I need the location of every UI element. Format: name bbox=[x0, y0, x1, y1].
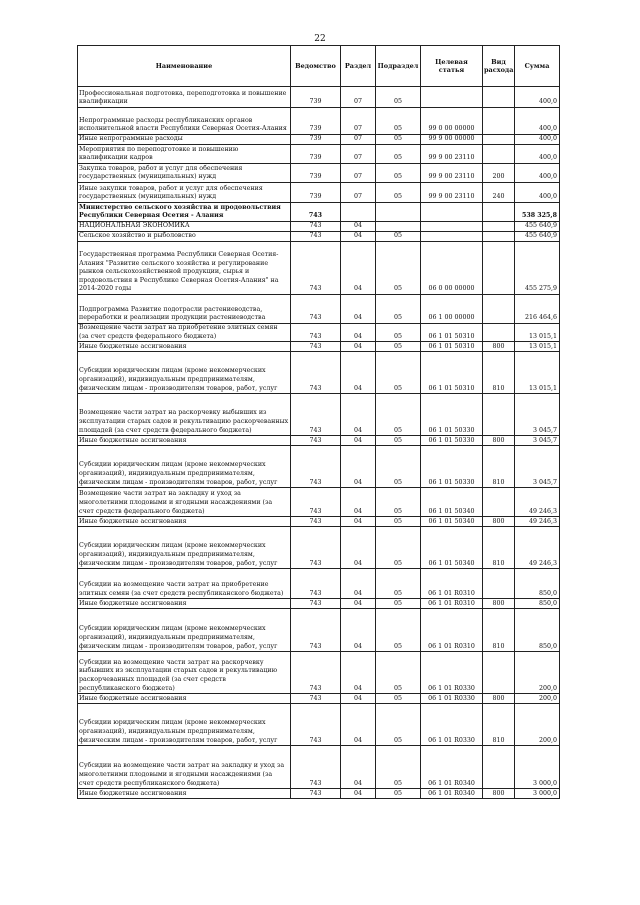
row-section: 07 bbox=[341, 145, 376, 164]
row-subsection: 05 bbox=[376, 164, 421, 183]
row-ministry: 743 bbox=[291, 203, 341, 222]
row-name: Субсидии на возмещение части затрат на закладку и уход за многолетними плодовыми и ягодными насаждениями (за счет средств республиканского бюджета) bbox=[78, 746, 291, 789]
header-amount: Сумма bbox=[515, 46, 560, 87]
row-subsection bbox=[376, 203, 421, 222]
row-ministry: 739 bbox=[291, 183, 341, 203]
row-amount: 400,0 bbox=[515, 135, 560, 145]
row-name: Субсидии на возмещение части затрат на приобретение элитных семян (за счет средств республиканского бюджета) bbox=[78, 569, 291, 599]
row-target-article: 99 9 00 00000 bbox=[421, 135, 483, 145]
row-ministry: 743 bbox=[291, 569, 341, 599]
row-expense-type bbox=[483, 394, 515, 436]
row-name: Профессиональная подготовка, переподготовка и повышение квалификации bbox=[78, 87, 291, 108]
row-target-article bbox=[421, 232, 483, 242]
row-ministry: 739 bbox=[291, 145, 341, 164]
row-expense-type: 240 bbox=[483, 183, 515, 203]
row-amount: 455 275,9 bbox=[515, 242, 560, 295]
row-subsection: 05 bbox=[376, 517, 421, 527]
row-target-article: 06 1 01 R0310 bbox=[421, 569, 483, 599]
row-section: 04 bbox=[341, 569, 376, 599]
row-expense-type bbox=[483, 232, 515, 242]
row-expense-type bbox=[483, 87, 515, 108]
row-expense-type bbox=[483, 569, 515, 599]
row-amount: 13 015,1 bbox=[515, 324, 560, 342]
row-amount: 3 045,7 bbox=[515, 436, 560, 446]
table-row bbox=[78, 135, 560, 145]
row-target-article: 06 1 01 50310 bbox=[421, 324, 483, 342]
row-ministry: 743 bbox=[291, 352, 341, 394]
row-ministry: 743 bbox=[291, 394, 341, 436]
row-amount: 538 325,8 bbox=[515, 203, 560, 222]
row-section: 04 bbox=[341, 517, 376, 527]
row-ministry: 743 bbox=[291, 324, 341, 342]
table-row bbox=[78, 517, 560, 527]
row-amount: 455 640,9 bbox=[515, 232, 560, 242]
row-subsection: 05 bbox=[376, 436, 421, 446]
row-subsection: 05 bbox=[376, 145, 421, 164]
row-amount: 200,0 bbox=[515, 694, 560, 704]
row-subsection: 05 bbox=[376, 342, 421, 352]
row-section: 07 bbox=[341, 87, 376, 108]
row-ministry: 743 bbox=[291, 517, 341, 527]
row-target-article: 06 1 01 50340 bbox=[421, 527, 483, 569]
row-section: 04 bbox=[341, 446, 376, 488]
row-amount: 3 000,0 bbox=[515, 746, 560, 789]
row-ministry: 743 bbox=[291, 295, 341, 324]
row-section bbox=[341, 203, 376, 222]
row-section: 04 bbox=[341, 394, 376, 436]
row-name: Иные бюджетные ассигнования bbox=[78, 342, 291, 352]
row-ministry: 743 bbox=[291, 609, 341, 652]
header-section: Раздел bbox=[341, 46, 376, 87]
row-ministry: 743 bbox=[291, 704, 341, 746]
row-subsection: 05 bbox=[376, 488, 421, 517]
row-name: Субсидии юридическим лицам (кроме некоммерческих организаций), индивидуальным предпринимателям, физическим лицам - производителям товаров, работ, услуг bbox=[78, 609, 291, 652]
row-target-article: 99 9 00 23110 bbox=[421, 164, 483, 183]
row-amount: 3 045,7 bbox=[515, 446, 560, 488]
table-row bbox=[78, 87, 560, 108]
header-expense-type: Вид расхода bbox=[483, 46, 515, 87]
row-subsection: 05 bbox=[376, 746, 421, 789]
row-ministry: 743 bbox=[291, 599, 341, 609]
row-target-article: 99 9 00 23110 bbox=[421, 145, 483, 164]
row-target-article: 06 1 01 50330 bbox=[421, 394, 483, 436]
row-name: Субсидии юридическим лицам (кроме некоммерческих организаций), индивидуальным предпринимателям, физическим лицам - производителям товаров, работ, услуг bbox=[78, 446, 291, 488]
table-row bbox=[78, 352, 560, 394]
row-name: Непрограммные расходы республиканских органов исполнительной власти Республики Северная Осетия-Алания bbox=[78, 108, 291, 135]
row-expense-type: 810 bbox=[483, 704, 515, 746]
table-row bbox=[78, 232, 560, 242]
row-subsection: 05 bbox=[376, 704, 421, 746]
row-amount: 13 015,1 bbox=[515, 342, 560, 352]
table-row bbox=[78, 488, 560, 517]
row-ministry: 743 bbox=[291, 232, 341, 242]
table-row bbox=[78, 295, 560, 324]
row-expense-type bbox=[483, 108, 515, 135]
row-expense-type: 200 bbox=[483, 164, 515, 183]
row-subsection: 05 bbox=[376, 108, 421, 135]
row-expense-type: 800 bbox=[483, 436, 515, 446]
row-amount: 13 015,1 bbox=[515, 352, 560, 394]
table-row bbox=[78, 222, 560, 232]
row-expense-type: 810 bbox=[483, 527, 515, 569]
row-amount: 455 640,9 bbox=[515, 222, 560, 232]
row-ministry: 743 bbox=[291, 446, 341, 488]
row-amount: 200,0 bbox=[515, 704, 560, 746]
row-name: Сельское хозяйство и рыболовство bbox=[78, 232, 291, 242]
row-ministry: 743 bbox=[291, 436, 341, 446]
row-target-article: 06 1 01 50310 bbox=[421, 352, 483, 394]
row-expense-type: 810 bbox=[483, 352, 515, 394]
row-amount: 850,0 bbox=[515, 599, 560, 609]
row-amount: 49 246,3 bbox=[515, 517, 560, 527]
row-section: 04 bbox=[341, 324, 376, 342]
row-ministry: 743 bbox=[291, 746, 341, 789]
row-expense-type: 810 bbox=[483, 609, 515, 652]
row-name: Субсидии юридическим лицам (кроме некоммерческих организаций), индивидуальным предпринимателям, физическим лицам - производителям товаров, работ, услуг bbox=[78, 704, 291, 746]
row-ministry: 743 bbox=[291, 652, 341, 694]
row-target-article: 06 0 00 00000 bbox=[421, 242, 483, 295]
row-name: Иные закупки товаров, работ и услуг для обеспечения государственных (муниципальных) нужд bbox=[78, 183, 291, 203]
row-subsection: 05 bbox=[376, 87, 421, 108]
row-amount: 400,0 bbox=[515, 145, 560, 164]
table-row bbox=[78, 446, 560, 488]
row-subsection: 05 bbox=[376, 569, 421, 599]
row-name: Иные бюджетные ассигнования bbox=[78, 599, 291, 609]
row-amount: 400,0 bbox=[515, 87, 560, 108]
row-expense-type bbox=[483, 295, 515, 324]
row-ministry: 743 bbox=[291, 222, 341, 232]
page-number: 22 bbox=[314, 34, 326, 44]
row-amount: 3 000,0 bbox=[515, 789, 560, 799]
table-row bbox=[78, 394, 560, 436]
row-target-article: 06 1 01 R0340 bbox=[421, 746, 483, 789]
header-name: Наименование bbox=[78, 46, 291, 87]
row-subsection: 05 bbox=[376, 352, 421, 394]
table-row bbox=[78, 789, 560, 799]
row-target-article: 06 1 01 50340 bbox=[421, 517, 483, 527]
row-expense-type bbox=[483, 746, 515, 789]
row-section: 04 bbox=[341, 295, 376, 324]
row-target-article: 06 1 01 50330 bbox=[421, 436, 483, 446]
row-amount: 850,0 bbox=[515, 569, 560, 599]
row-expense-type: 800 bbox=[483, 342, 515, 352]
row-target-article bbox=[421, 222, 483, 232]
row-subsection: 05 bbox=[376, 394, 421, 436]
row-section: 04 bbox=[341, 789, 376, 799]
row-section: 04 bbox=[341, 694, 376, 704]
row-ministry: 743 bbox=[291, 488, 341, 517]
row-section: 04 bbox=[341, 599, 376, 609]
row-subsection: 05 bbox=[376, 789, 421, 799]
budget-table bbox=[77, 45, 560, 799]
row-subsection bbox=[376, 222, 421, 232]
row-name: Субсидии юридическим лицам (кроме некоммерческих организаций), индивидуальным предпринимателям, физическим лицам - производителям товаров, работ, услуг bbox=[78, 352, 291, 394]
table-row bbox=[78, 436, 560, 446]
row-amount: 400,0 bbox=[515, 108, 560, 135]
row-ministry: 739 bbox=[291, 135, 341, 145]
row-ministry: 739 bbox=[291, 87, 341, 108]
row-ministry: 743 bbox=[291, 527, 341, 569]
row-section: 04 bbox=[341, 436, 376, 446]
row-amount: 400,0 bbox=[515, 164, 560, 183]
row-name: Иные бюджетные ассигнования bbox=[78, 517, 291, 527]
row-target-article: 06 1 01 R0310 bbox=[421, 609, 483, 652]
row-amount: 850,0 bbox=[515, 609, 560, 652]
row-name: Иные бюджетные ассигнования bbox=[78, 436, 291, 446]
header-ministry: Ведомство bbox=[291, 46, 341, 87]
row-target-article: 06 1 01 R0330 bbox=[421, 704, 483, 746]
table-row bbox=[78, 342, 560, 352]
row-ministry: 743 bbox=[291, 242, 341, 295]
row-subsection: 05 bbox=[376, 183, 421, 203]
row-section: 04 bbox=[341, 342, 376, 352]
row-expense-type: 810 bbox=[483, 446, 515, 488]
row-expense-type bbox=[483, 652, 515, 694]
table-row bbox=[78, 569, 560, 599]
row-target-article: 06 1 00 00000 bbox=[421, 295, 483, 324]
row-expense-type bbox=[483, 145, 515, 164]
row-expense-type bbox=[483, 203, 515, 222]
row-section: 04 bbox=[341, 232, 376, 242]
header-subsection: Подраздел bbox=[376, 46, 421, 87]
row-target-article: 06 1 01 R0330 bbox=[421, 652, 483, 694]
row-section: 04 bbox=[341, 222, 376, 232]
row-name: Возмещение части затрат на раскорчевку выбывших из эксплуатации старых садов и рекультивацию раскорчеванных площадей (за счет средств федерального бюджета) bbox=[78, 394, 291, 436]
row-section: 04 bbox=[341, 527, 376, 569]
row-subsection: 05 bbox=[376, 446, 421, 488]
row-section: 07 bbox=[341, 183, 376, 203]
row-subsection: 05 bbox=[376, 242, 421, 295]
row-name: Субсидии юридическим лицам (кроме некоммерческих организаций), индивидуальным предпринимателям, физическим лицам - производителям товаров, работ, услуг bbox=[78, 527, 291, 569]
row-ministry: 743 bbox=[291, 789, 341, 799]
row-section: 04 bbox=[341, 609, 376, 652]
row-section: 07 bbox=[341, 108, 376, 135]
table-row bbox=[78, 652, 560, 694]
row-name: Иные непрограммные расходы bbox=[78, 135, 291, 145]
table-row bbox=[78, 242, 560, 295]
row-target-article: 06 1 01 50340 bbox=[421, 488, 483, 517]
table-row bbox=[78, 704, 560, 746]
row-amount: 200,0 bbox=[515, 652, 560, 694]
table-row bbox=[78, 183, 560, 203]
row-subsection: 05 bbox=[376, 694, 421, 704]
row-amount: 3 045,7 bbox=[515, 394, 560, 436]
row-amount: 49 246,3 bbox=[515, 527, 560, 569]
row-name: Мероприятия по переподготовке и повышению квалификации кадров bbox=[78, 145, 291, 164]
row-expense-type: 800 bbox=[483, 694, 515, 704]
row-section: 04 bbox=[341, 488, 376, 517]
header-target-article: Целевая статья bbox=[421, 46, 483, 87]
row-expense-type bbox=[483, 242, 515, 295]
table-row bbox=[78, 746, 560, 789]
row-target-article: 06 1 01 R0330 bbox=[421, 694, 483, 704]
row-expense-type: 800 bbox=[483, 789, 515, 799]
row-ministry: 739 bbox=[291, 164, 341, 183]
row-section: 04 bbox=[341, 704, 376, 746]
row-subsection: 05 bbox=[376, 295, 421, 324]
row-expense-type bbox=[483, 324, 515, 342]
table-row bbox=[78, 324, 560, 342]
row-amount: 400,0 bbox=[515, 183, 560, 203]
row-name: Субсидии на возмещение части затрат на раскорчевку выбывших из эксплуатации старых садов и рекультивацию раскорчеванных площадей (за счет средств республиканского бюджета) bbox=[78, 652, 291, 694]
table-row bbox=[78, 203, 560, 222]
row-subsection: 05 bbox=[376, 599, 421, 609]
row-target-article: 06 1 01 50330 bbox=[421, 446, 483, 488]
row-name: Закупка товаров, работ и услуг для обеспечения государственных (муниципальных) нужд bbox=[78, 164, 291, 183]
table-row bbox=[78, 599, 560, 609]
row-expense-type: 800 bbox=[483, 517, 515, 527]
row-subsection: 05 bbox=[376, 609, 421, 652]
table-row bbox=[78, 527, 560, 569]
row-name: Министерство сельского хозяйства и продовольствия Республики Северная Осетия - Алания bbox=[78, 203, 291, 222]
row-section: 04 bbox=[341, 746, 376, 789]
table-row bbox=[78, 164, 560, 183]
row-name: НАЦИОНАЛЬНАЯ ЭКОНОМИКА bbox=[78, 222, 291, 232]
row-ministry: 743 bbox=[291, 694, 341, 704]
row-section: 07 bbox=[341, 164, 376, 183]
row-expense-type bbox=[483, 488, 515, 517]
row-name: Иные бюджетные ассигнования bbox=[78, 694, 291, 704]
table-body bbox=[78, 87, 560, 799]
row-ministry: 739 bbox=[291, 108, 341, 135]
row-ministry: 743 bbox=[291, 342, 341, 352]
row-expense-type bbox=[483, 222, 515, 232]
row-target-article: 99 9 00 23110 bbox=[421, 183, 483, 203]
row-target-article: 99 0 00 00000 bbox=[421, 108, 483, 135]
row-subsection: 05 bbox=[376, 232, 421, 242]
row-section: 04 bbox=[341, 652, 376, 694]
row-name: Возмещение части затрат на закладку и уход за многолетними плодовыми и ягодными насаждениями (за счет средств федерального бюджета) bbox=[78, 488, 291, 517]
table-row bbox=[78, 108, 560, 135]
row-amount: 49 246,3 bbox=[515, 488, 560, 517]
row-target-article: 06 1 01 50310 bbox=[421, 342, 483, 352]
row-name: Иные бюджетные ассигнования bbox=[78, 789, 291, 799]
row-subsection: 05 bbox=[376, 652, 421, 694]
row-expense-type: 800 bbox=[483, 599, 515, 609]
row-subsection: 05 bbox=[376, 324, 421, 342]
row-subsection: 05 bbox=[376, 527, 421, 569]
row-target-article: 06 1 01 R0310 bbox=[421, 599, 483, 609]
row-target-article bbox=[421, 87, 483, 108]
row-subsection: 05 bbox=[376, 135, 421, 145]
row-section: 04 bbox=[341, 352, 376, 394]
table-row bbox=[78, 694, 560, 704]
table-row bbox=[78, 145, 560, 164]
row-name: Подпрограмма Развитие подотрасли растениеводства, переработки и реализации продукции растениеводства bbox=[78, 295, 291, 324]
row-name: Возмещение части затрат на приобретение элитных семян (за счет средств федерального бюджета) bbox=[78, 324, 291, 342]
row-amount: 216 464,6 bbox=[515, 295, 560, 324]
row-target-article: 06 1 01 R0340 bbox=[421, 789, 483, 799]
row-section: 07 bbox=[341, 135, 376, 145]
row-section: 04 bbox=[341, 242, 376, 295]
row-name: Государственная программа Республики Северная Осетия-Алания "Развитие сельского хозяйства и регулирование рынков сельскохозяйственной продукции, сырья и продовольствия в Республике Северная Осетия-Алания" на 2014-2020 годы bbox=[78, 242, 291, 295]
row-expense-type bbox=[483, 135, 515, 145]
table-row bbox=[78, 609, 560, 652]
table-header-row bbox=[78, 46, 560, 87]
row-target-article bbox=[421, 203, 483, 222]
